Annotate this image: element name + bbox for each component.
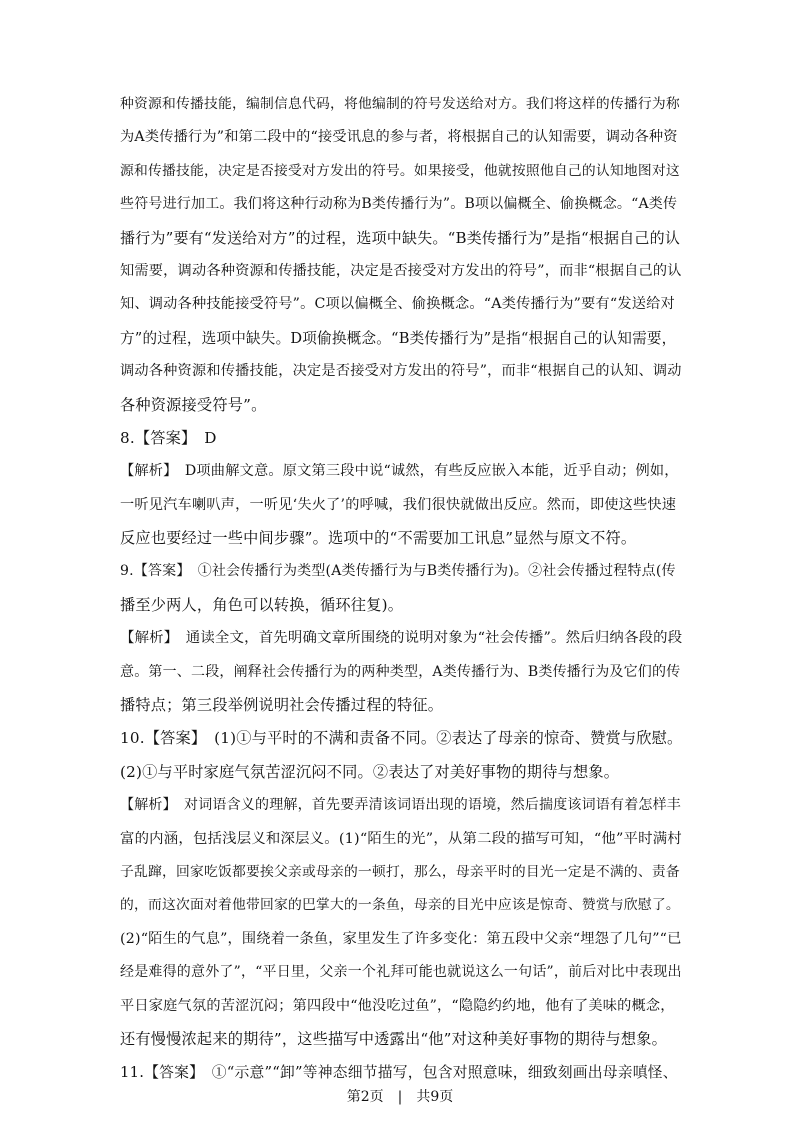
answer-11-line: 11.【答案】 ①“示意”“卸”等神态细节描写，包含对照意味，细致刻画出母亲嗔怪、 [120,1064,678,1082]
text-line: 播至少两人，角色可以转换，循环往复)。 [120,595,404,614]
analysis-10-line: 【解析】 对词语含义的理解，首先要弄清该词语出现的语境，然后揣度该词语有着怎样丰 [120,797,681,814]
answer-text-body [120,88,682,1090]
text-line: 子乱蹿，回家吃饭都要挨父亲或母亲的一顿打，那么，母亲平时的目光一定是不满的、责备 [120,863,680,880]
answer-9-line: 9.【答案】 ①社会传播行为类型(A类传播行为与B类传播行为)。②社会传播过程特点(传 [120,563,676,580]
analysis-9-line: 【解析】 通读全文，首先明确文章所围绕的说明对象为“社会传播”。然后归纳各段的段 [120,630,683,647]
text-line: 富的内涵，包括浅层义和深层义。(1)“陌生的光”，从第二段的描写可知，“他”平时满村 [120,830,682,847]
text-line: 种资源和传播技能，编制信息代码，将他编制的符号发送给对方。我们将这样的传播行为称 [120,96,680,112]
text-line: 调动各种资源和传播技能，决定是否接受对方发出的符号”，而非“根据自己的认知、调动 [120,363,682,380]
text-line: 些符号进行加工。我们将这种行动称为B类传播行为”。B项以偏概全、偷换概念。“A类传 [120,196,678,213]
page-footer: 第2页 | 共9页 [346,1089,454,1105]
text-line: 反应也要经过一些中间步骤”。选项中的“不需要加工讯息”显然与原文不符。 [120,529,637,548]
text-line: 意。第一、二段，阐释社会传播行为的两种类型，A类传播行为、B类传播行为及它们的传 [120,663,681,680]
text-line: 一听见汽车喇叭声，一听见‘失火了’的呼喊，我们很快就做出反应。然而，即使这些快速 [120,496,677,513]
text-line: 方”的过程，选项中缺失。D项偷换概念。“B类传播行为”是指“根据自己的认知需要， [120,329,677,347]
text-line: 为A类传播行为”和第二段中的“接受讯息的参与者，将根据自己的认知需要，调动各种资 [120,129,678,146]
text-line: 平日家庭气氛的苦涩沉闷；第四段中“他没吃过鱼”，“隐隐约约地，他有了美味的概念， [120,997,675,1014]
answer-10-line: 10.【答案】 (1)①与平时的不满和责备不同。②表达了母亲的惊奇、赞赏与欣慰。 [120,729,683,748]
text-line: 源和传播技能，决定是否接受对方发出的符号。如果接受，他就按照他自己的认知地图对这 [120,162,680,179]
text-line: (2)“陌生的气息”，围绕着一条鱼，家里发生了许多变化：第五段中父亲“埋怨了几句”“已 [120,930,682,947]
analysis-8-line: 【解析】 D项曲解文意。原文第三段中说“诚然，有些反应嵌入本能，近乎自动；例如， [120,463,679,480]
text-line: 知需要，调动各种资源和传播技能，决定是否接受对方发出的符号”，而非“根据自己的认 [120,262,682,279]
text-line: (2)①与平时家庭气氛苦涩沉闷不同。②表达了对美好事物的期待与想象。 [120,762,620,781]
answer-8-line: 8.【答案】 D [120,428,217,447]
text-line: 播特点；第三段举例说明社会传播过程的特征。 [120,696,444,715]
text-line: 经是难得的意外了”，“平日里，父亲一个礼拜可能也就说这么一句话”，前后对比中表现出 [120,964,682,981]
text-line: 知、调动各种技能接受符号”。C项以偏概全、偷换概念。“A类传播行为”要有“发送给对 [120,296,675,313]
text-line: 的，而这次面对着他带回家的巴掌大的一条鱼，母亲的目光中应该是惊奇、赞赏与欣慰了。 [120,897,680,914]
text-line: 各种资源接受符号”。 [120,395,267,414]
text-line: 播行为”要有“发送给对方”的过程，选项中缺失。“B类传播行为”是指“根据自己的认 [120,228,681,247]
text-line: 还有慢慢浓起来的期待”，这些描写中透露出“他”对这种美好事物的期待与想象。 [120,1029,668,1048]
